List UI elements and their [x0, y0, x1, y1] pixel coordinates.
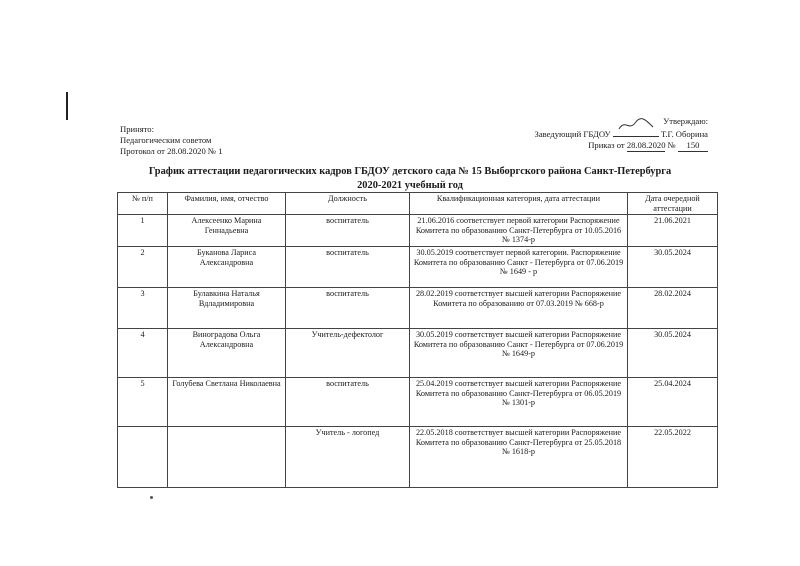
cell-name: Алексеенко Марина Геннадьевна: [168, 215, 286, 247]
adopted-council: Педагогическим советом: [120, 135, 212, 145]
table-row: [118, 329, 718, 378]
approval-order-line: [535, 140, 708, 152]
cell-category: 22.05.2018 соответствует высшей категории Распоряжение Комитета по образованию Санкт-Петербурга от 25.05.2018 № 1618-р: [410, 427, 628, 488]
cell-category: 28.02.2019 соответствует высшей категории Распоряжение Комитета по образованию от 07.03.2019 № 668-р: [410, 288, 628, 329]
order-label: Приказ от: [588, 140, 625, 150]
cell-next-date: 21.06.2021: [628, 215, 718, 247]
cell-next-date: 25.04.2024: [628, 378, 718, 427]
cell-number: 2: [118, 247, 168, 288]
table-row: [118, 288, 718, 329]
document-subtitle: 2020-2021 учебный год: [357, 180, 463, 191]
header-name: Фамилия, имя, отчество: [168, 193, 286, 215]
cell-position: воспитатель: [286, 288, 410, 329]
cell-next-date: 30.05.2024: [628, 329, 718, 378]
table-row: [118, 427, 718, 488]
cell-position: воспитатель: [286, 378, 410, 427]
document-title: График аттестации педагогических кадров ГБДОУ детского сада № 15 Выборгского района Санкт-Петербурга: [148, 166, 672, 177]
signature: [613, 127, 659, 137]
approval-block: [535, 116, 708, 152]
cell-number: 3: [118, 288, 168, 329]
cell-number: 5: [118, 378, 168, 427]
cell-name: Булавкина Наталья Вдладимировна: [168, 288, 286, 329]
cell-position: Учитель - логопед: [286, 427, 410, 488]
cell-next-date: 28.02.2024: [628, 288, 718, 329]
cell-position: воспитатель: [286, 215, 410, 247]
cell-name: Виноградова Ольга Александровна: [168, 329, 286, 378]
cell-number: [118, 427, 168, 488]
cell-position: Учитель-дефектолог: [286, 329, 410, 378]
header-position: Должность: [286, 193, 410, 215]
cell-category: 21.06.2016 соответствует первой категории Распоряжение Комитета по образованию Санкт-Петербурга от 10.05.2016 № 1374-р: [410, 215, 628, 247]
cell-number: 1: [118, 215, 168, 247]
header-next-date: Дата очередной аттестации: [628, 193, 718, 215]
scan-dot: [150, 496, 153, 499]
table-header-row: [118, 193, 718, 215]
cell-next-date: 22.05.2022: [628, 427, 718, 488]
cell-category: 25.04.2019 соответствует высшей категории Распоряжение Комитета по образованию Санкт-Петербурга от 06.05.2019 № 1301-р: [410, 378, 628, 427]
cell-category: 30.05.2019 соответствует высшей категории Распоряжение Комитета по образованию Санкт - Петербурга от 07.06.2019 № 1649-р: [410, 329, 628, 378]
cell-number: 4: [118, 329, 168, 378]
table-row: [118, 215, 718, 247]
cell-next-date: 30.05.2024: [628, 247, 718, 288]
cell-name: Голубева Светлана Николаевна: [168, 378, 286, 427]
scan-artifact-mark: [66, 92, 68, 120]
cell-name: [168, 427, 286, 488]
cell-position: воспитатель: [286, 247, 410, 288]
adopted-label: Принято:: [120, 124, 154, 134]
approval-head-line: [535, 127, 708, 140]
approval-head-title: Заведующий ГБДОУ: [534, 129, 611, 139]
order-date: 28.08.2020: [626, 140, 666, 150]
header-number: № п/п: [118, 193, 168, 215]
order-number: 150: [678, 140, 708, 152]
header-category: Квалификационная категория, дата аттестации: [410, 193, 628, 215]
cell-category: 30.05.2019 соответствует первой категории. Распоряжение Комитета по образованию Санкт - Петербурга от 07.06.2019 № 1649 - р: [410, 247, 628, 288]
attestation-table: [117, 192, 718, 488]
approval-label: Утверждаю:: [663, 116, 708, 126]
approval-head-name: Т.Г. Оборина: [660, 129, 708, 139]
table-row: [118, 247, 718, 288]
cell-name: Буканова Лариса Александровна: [168, 247, 286, 288]
table-row: [118, 378, 718, 427]
order-number-sign: №: [667, 140, 676, 150]
adopted-block: [120, 124, 223, 157]
adopted-protocol: Протокол от 28.08.2020 № 1: [120, 146, 223, 156]
